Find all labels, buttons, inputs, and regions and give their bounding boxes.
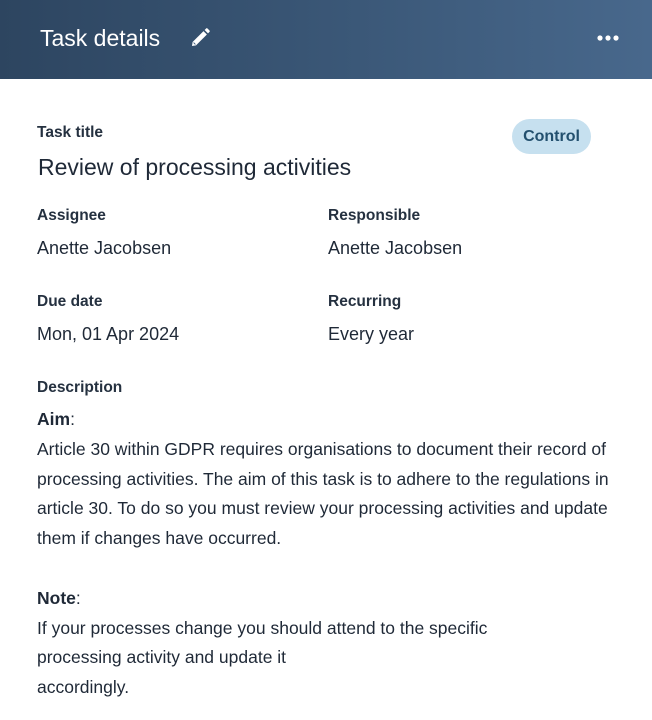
task-details-header: [0, 0, 652, 79]
note-heading-line: Note:: [37, 587, 81, 608]
assignee-label: Assignee: [37, 207, 106, 224]
description-body: [37, 405, 627, 703]
task-title-label: Task title: [37, 124, 104, 141]
task-title-value: Review of processing activities: [38, 154, 352, 180]
task-type-badge: Control: [512, 119, 591, 154]
edit-button[interactable]: [188, 26, 212, 50]
note-text-end: accordingly.: [37, 677, 130, 698]
due-date-label: Due date: [37, 293, 103, 310]
note-heading: Note: [37, 587, 76, 608]
due-date-value: Mon, 01 Apr 2024: [37, 324, 180, 344]
pencil-icon: [188, 26, 212, 50]
recurring-value: Every year: [328, 324, 415, 344]
recurring-label: Recurring: [328, 293, 402, 310]
aim-text: Article 30 within GDPR requires organisations to document their record of processing activities. The aim of this task is to adhere to the regulations in article 30. To do so you must review your processing activities and update them if changes have occurred.: [37, 438, 609, 549]
aim-heading: Aim: [37, 409, 71, 429]
responsible-label: Responsible: [328, 207, 421, 224]
description-label: Description: [37, 379, 123, 396]
note-text: If your processes change you should attend to the specific processing activity and update it: [37, 617, 488, 668]
more-horizontal-icon: [594, 28, 622, 48]
responsible-value: Anette Jacobsen: [328, 238, 463, 258]
assignee-value: Anette Jacobsen: [37, 238, 172, 258]
aim-heading-line: Aim:: [37, 409, 75, 429]
page-title: Task details: [40, 25, 161, 51]
more-options-button[interactable]: [594, 28, 622, 48]
